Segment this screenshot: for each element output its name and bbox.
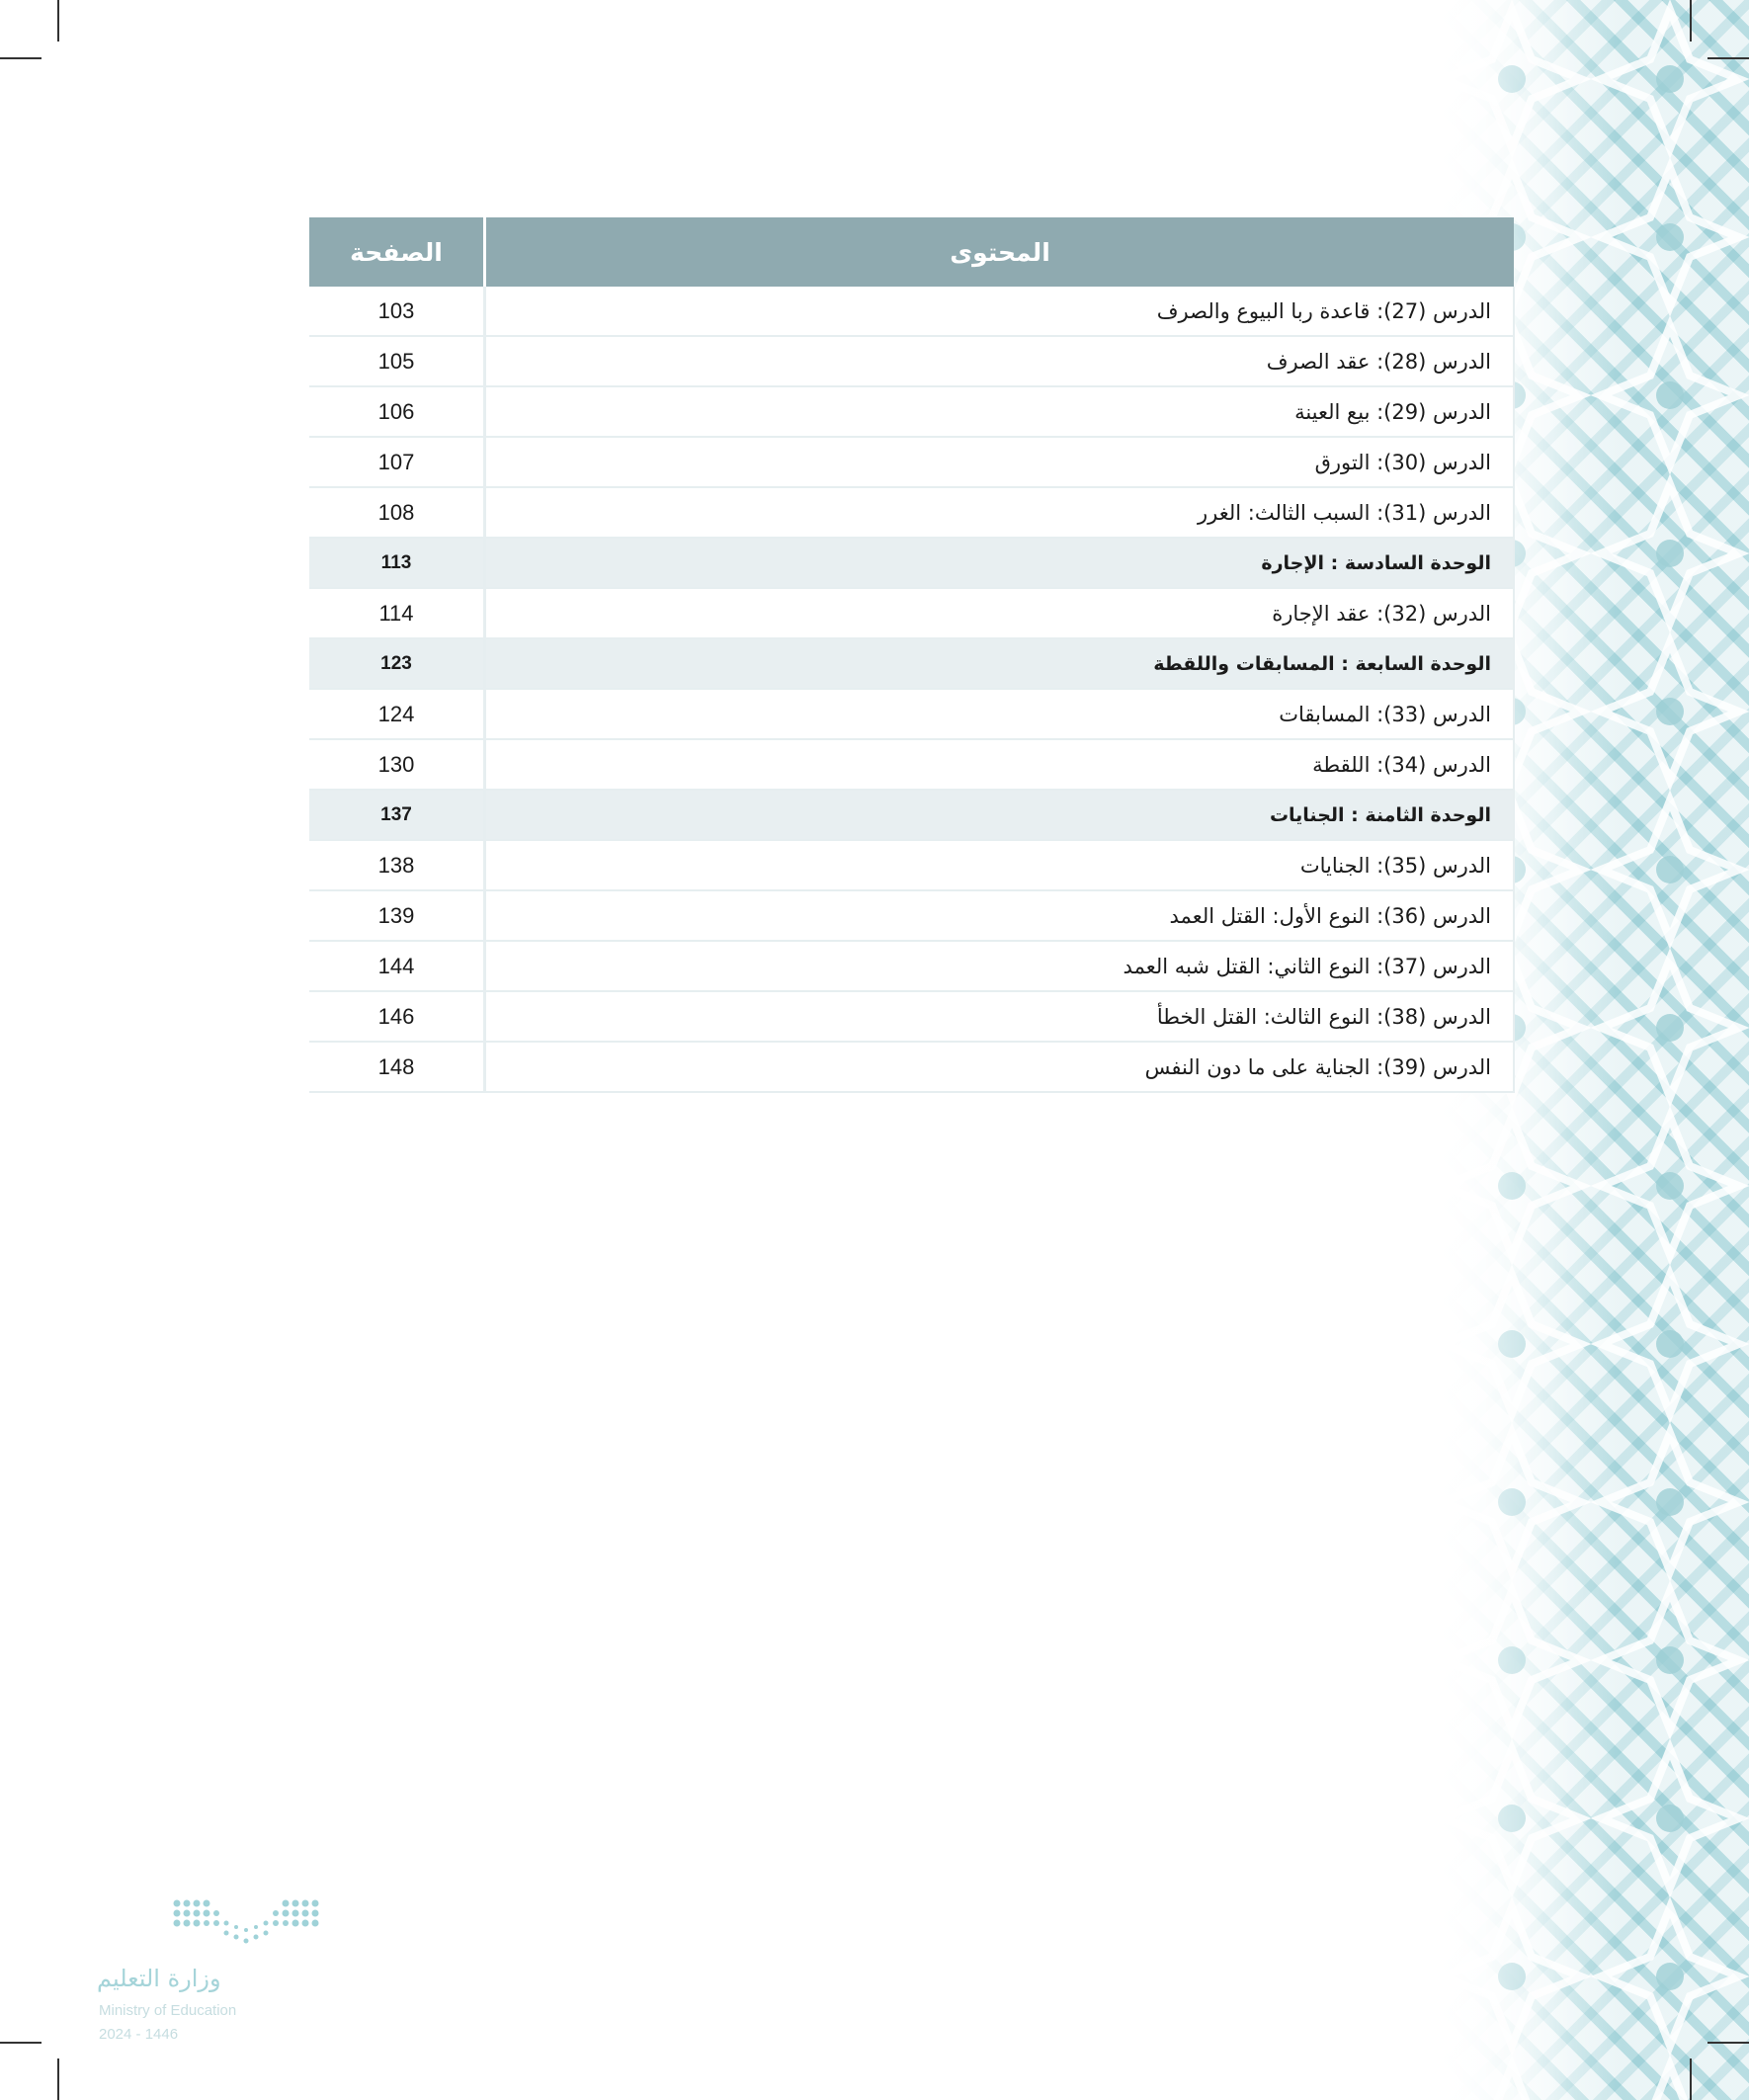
crop-mark bbox=[0, 57, 42, 59]
row-page-number: 148 bbox=[309, 1042, 485, 1092]
lesson-row bbox=[309, 588, 1514, 638]
unit-row bbox=[309, 638, 1514, 689]
lesson-row bbox=[309, 941, 1514, 991]
table-of-contents bbox=[309, 217, 1515, 1093]
logo-dots-icon bbox=[172, 1897, 320, 1947]
lesson-row bbox=[309, 487, 1514, 538]
row-page-number: 146 bbox=[309, 991, 485, 1042]
row-title: الدرس (36): النوع الأول: القتل العمد bbox=[485, 890, 1515, 941]
crop-mark bbox=[1690, 2058, 1692, 2100]
row-page-number: 106 bbox=[309, 386, 485, 437]
row-page-number: 108 bbox=[309, 487, 485, 538]
row-title: الدرس (32): عقد الإجارة bbox=[485, 588, 1515, 638]
unit-row bbox=[309, 790, 1514, 840]
ministry-name-arabic: وزارة التعليم bbox=[97, 1965, 221, 1992]
row-title: الدرس (33): المسابقات bbox=[485, 689, 1515, 739]
lesson-row bbox=[309, 991, 1514, 1042]
lesson-row bbox=[309, 386, 1514, 437]
row-page-number: 103 bbox=[309, 287, 485, 336]
crop-mark bbox=[1707, 57, 1749, 59]
crop-mark bbox=[0, 2042, 42, 2044]
lesson-row bbox=[309, 890, 1514, 941]
row-page-number: 144 bbox=[309, 941, 485, 991]
row-title: الدرس (37): النوع الثاني: القتل شبه العمد bbox=[485, 941, 1515, 991]
row-page-number: 113 bbox=[309, 538, 485, 588]
row-page-number: 105 bbox=[309, 336, 485, 386]
lesson-row bbox=[309, 739, 1514, 790]
row-title: الدرس (27): قاعدة ربا البيوع والصرف bbox=[485, 287, 1515, 336]
row-title: الدرس (30): التورق bbox=[485, 437, 1515, 487]
lesson-row bbox=[309, 437, 1514, 487]
row-page-number: 138 bbox=[309, 840, 485, 890]
crop-mark bbox=[57, 0, 59, 42]
row-title: الدرس (35): الجنايات bbox=[485, 840, 1515, 890]
edition-year: 2024 - 1446 bbox=[99, 2026, 179, 2043]
row-title: الدرس (29): بيع العينة bbox=[485, 386, 1515, 437]
row-title: الدرس (28): عقد الصرف bbox=[485, 336, 1515, 386]
row-title: الوحدة السابعة : المسابقات واللقطة bbox=[485, 638, 1515, 689]
row-title: الدرس (34): اللقطة bbox=[485, 739, 1515, 790]
row-title: الوحدة السادسة : الإجارة bbox=[485, 538, 1515, 588]
content-column-header: المحتوى bbox=[485, 217, 1515, 287]
lesson-row bbox=[309, 287, 1514, 336]
row-page-number: 130 bbox=[309, 739, 485, 790]
row-page-number: 123 bbox=[309, 638, 485, 689]
row-page-number: 137 bbox=[309, 790, 485, 840]
row-title: الوحدة الثامنة : الجنايات bbox=[485, 790, 1515, 840]
row-title: الدرس (39): الجناية على ما دون النفس bbox=[485, 1042, 1515, 1092]
row-title: الدرس (38): النوع الثالث: القتل الخطأ bbox=[485, 991, 1515, 1042]
page-column-header: الصفحة bbox=[309, 217, 485, 287]
table-header-row bbox=[309, 217, 1514, 287]
crop-mark bbox=[1707, 2042, 1749, 2044]
lesson-row bbox=[309, 336, 1514, 386]
unit-row bbox=[309, 538, 1514, 588]
row-page-number: 124 bbox=[309, 689, 485, 739]
table-body bbox=[309, 287, 1514, 1092]
row-page-number: 107 bbox=[309, 437, 485, 487]
lesson-row bbox=[309, 689, 1514, 739]
lesson-row bbox=[309, 1042, 1514, 1092]
row-page-number: 114 bbox=[309, 588, 485, 638]
crop-mark bbox=[1690, 0, 1692, 42]
lesson-row bbox=[309, 840, 1514, 890]
crop-mark bbox=[57, 2058, 59, 2100]
ministry-name-english: Ministry of Education bbox=[99, 2002, 237, 2019]
row-page-number: 139 bbox=[309, 890, 485, 941]
row-title: الدرس (31): السبب الثالث: الغرر bbox=[485, 487, 1515, 538]
